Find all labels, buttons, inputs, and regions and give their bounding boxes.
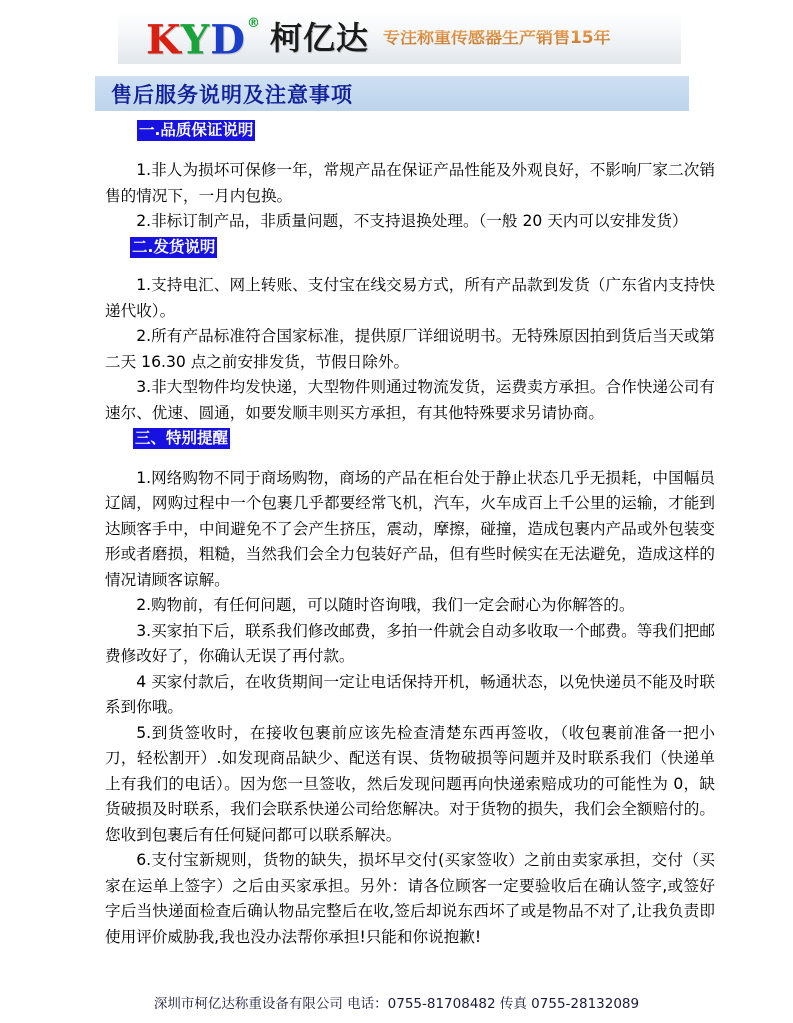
paragraph: 3.非大型物件均发快递，大型物件则通过物流发货，运费卖方承担。合作快递公司有速尔、优速、圆通，如要发顺丰则买方承担，有其他特殊要求另请协商。 bbox=[105, 378, 715, 422]
paragraph: 5.到货签收时，在接收包裹前应该先检查清楚东西再签收，（收包裹前准备一把小刀，轻松割开）.如发现商品缺少、配送有误、货物破损等问题并及时联系我们（快递单上有我们的电话）。因为您一旦签收，然后发现问题再向快递索赔成功的可能性为 0，缺货破损及时联系，我们会联系快递公司给您解决。对于货物的损失，我们会全额赔付的。您收到包裹后有任何疑问都可以联系解决。 bbox=[105, 723, 715, 844]
section-heading-label: 三、特别提醒 bbox=[135, 429, 229, 448]
document-body bbox=[105, 118, 715, 950]
section-heading-shipping bbox=[105, 235, 715, 258]
kyd-logo-mark bbox=[146, 15, 261, 64]
spacer bbox=[105, 454, 715, 466]
paragraph: 1.支持电汇、网上转账、支付宝在线交易方式，所有产品款到发货（广东省内支持快递代收）。 bbox=[105, 276, 715, 320]
section-heading-label: 一.品质保证说明 bbox=[139, 121, 254, 139]
page-footer bbox=[0, 992, 793, 1012]
section-heading-special-notice bbox=[105, 426, 715, 449]
section-heading-quality bbox=[105, 118, 715, 141]
paragraph: 2.所有产品标准符合国家标准，提供原厂详细说明书。无特殊原因拍到货后当天或第二天 16.30 点之前安排发货，节假日除外。 bbox=[105, 327, 715, 371]
spacer bbox=[105, 145, 715, 158]
company-slogan: 专注称重传感器生产销售15年 bbox=[382, 27, 611, 48]
logo-letter-d: D bbox=[210, 16, 246, 64]
paragraph: 1.非人为损坏可保修一年，常规产品在保证产品性能及外观良好，不影响厂家二次销售的情况下，一月内包换。 bbox=[105, 161, 715, 205]
company-logo-banner bbox=[118, 12, 681, 64]
registered-trademark-icon: ® bbox=[246, 15, 261, 31]
paragraph: 1.网络购物不同于商场购物，商场的产品在柜台处于静止状态几乎无损耗，中国幅员辽阔，网购过程中一个包裹几乎都要经常飞机，汽车，火车成百上千公里的运输，才能到达顾客手中，中间避免不了会产生挤压，震动，摩擦，碰撞，造成包裹内产品或外包装变形或者磨损，粗糙，当然我们会全力包装好产品，但有些时候实在无法避免，造成这样的情况请顾客谅解。 bbox=[105, 468, 715, 589]
paragraph: 2.非标订制产品，非质量问题，不支持退换处理。（一般 20 天内可以安排发货） bbox=[136, 212, 688, 231]
paragraph: 2.购物前，有任何问题，可以随时咨询哦，我们一定会耐心为你解答的。 bbox=[136, 596, 635, 615]
page-title: 售后服务说明及注意事项 bbox=[111, 82, 353, 107]
section-heading-label: 二.发货说明 bbox=[132, 237, 216, 256]
brand-name-chinese: 柯亿达 bbox=[269, 19, 369, 57]
logo-letter-y: Y bbox=[180, 16, 211, 64]
document-title-bar bbox=[95, 76, 689, 111]
paragraph: 3.买家拍下后，联系我们修改邮费，多拍一件就会自动多收取一个邮费。等我们把邮费修改好了，你确认无误了再付款。 bbox=[105, 621, 715, 666]
logo-letter-k: K bbox=[146, 16, 181, 64]
footer-company-contact: 深圳市柯亿达称重设备有限公司 电话：0755-81708482 传真 0755-28132089 bbox=[153, 996, 640, 1012]
paragraph: 4 买家付款后，在收货期间一定让电话保持开机，畅通状态，以免快递员不能及时联系到你哦。 bbox=[105, 672, 715, 717]
spacer bbox=[105, 262, 715, 273]
paragraph: 6.支付宝新规则，货物的缺失，损坏早交付(买家签收）之前由卖家承担，交付（买家在运单上签字）之后由买家承担。另外：请各位顾客一定要验收后在确认签字,或签好字后当快递面检查后确认物品完整后在收,签后却说东西坏了或是物品不对了,让我负责即使用评价威胁我,我也没办法帮你承担!只能和你说抱歉! bbox=[105, 851, 715, 946]
